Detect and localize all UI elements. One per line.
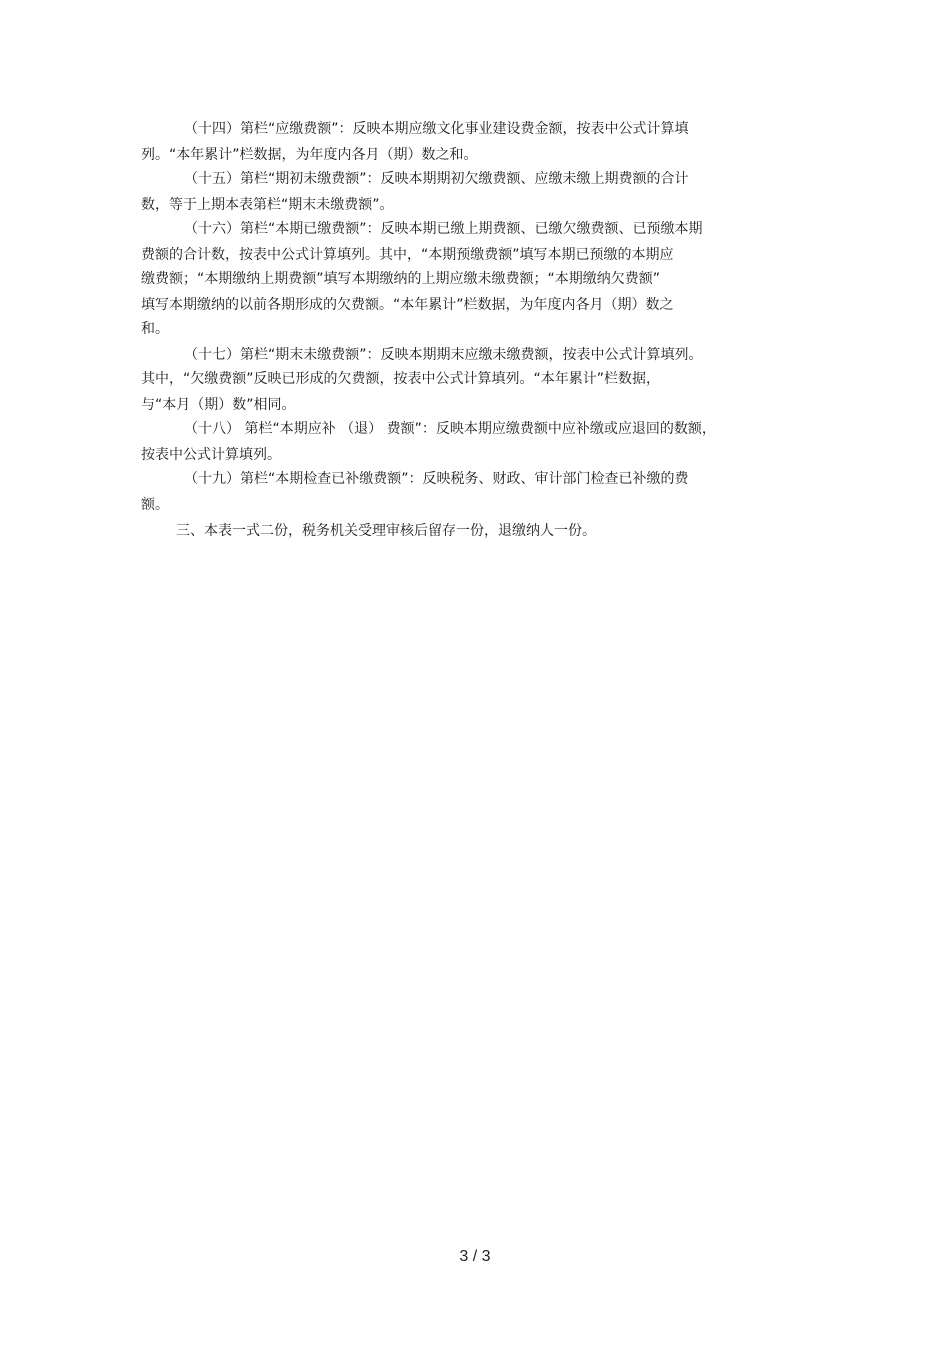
- paragraph-15-line-2: 数，等于上期本表第栏“期末未缴费额”。: [141, 197, 394, 213]
- paragraph-18-line-1: （十八） 第栏“本期应补 （退） 费额”：反映本期应缴费额中应补缴或应退回的数额，: [184, 421, 716, 437]
- paragraph-14-line-2: 列。“本年累计”栏数据，为年度内各月（期）数之和。: [141, 147, 478, 163]
- section-3-line: 三、本表一式二份，税务机关受理审核后留存一份，退缴纳人一份。: [176, 523, 596, 539]
- paragraph-16-line-4: 填写本期缴纳的以前各期形成的欠费额。“本年累计”栏数据，为年度内各月（期）数之: [141, 297, 674, 313]
- paragraph-17-line-3: 与“本月（期）数”相同。: [141, 397, 296, 413]
- paragraph-17-line-1: （十七）第栏“期末未缴费额”：反映本期期末应缴未缴费额，按表中公式计算填列。: [184, 347, 703, 363]
- paragraph-19-line-1: （十九）第栏“本期检查已补缴费额”：反映税务、财政、审计部门检查已补缴的费: [184, 471, 689, 487]
- paragraph-16-line-2: 费额的合计数，按表中公式计算填列。其中，“本期预缴费额”填写本期已预缴的本期应: [141, 247, 674, 263]
- paragraph-17-line-2: 其中，“欠缴费额”反映已形成的欠费额，按表中公式计算填列。“本年累计”栏数据，: [141, 371, 661, 387]
- paragraph-16-line-1: （十六）第栏“本期已缴费额”：反映本期已缴上期费额、已缴欠缴费额、已预缴本期: [184, 221, 703, 237]
- paragraph-16-line-5: 和。: [141, 321, 169, 337]
- page-number: 3 / 3: [459, 1248, 491, 1265]
- paragraph-14-line-1: （十四）第栏“应缴费额”：反映本期应缴文化事业建设费金额，按表中公式计算填: [184, 121, 689, 137]
- paragraph-19-line-2: 额。: [141, 497, 169, 513]
- paragraph-15-line-1: （十五）第栏“期初未缴费额”：反映本期期初欠缴费额、应缴未缴上期费额的合计: [184, 171, 689, 187]
- paragraph-18-line-2: 按表中公式计算填列。: [141, 447, 281, 463]
- paragraph-16-line-3: 缴费额；“本期缴纳上期费额”填写本期缴纳的上期应缴未缴费额；“本期缴纳欠费额”: [141, 271, 661, 287]
